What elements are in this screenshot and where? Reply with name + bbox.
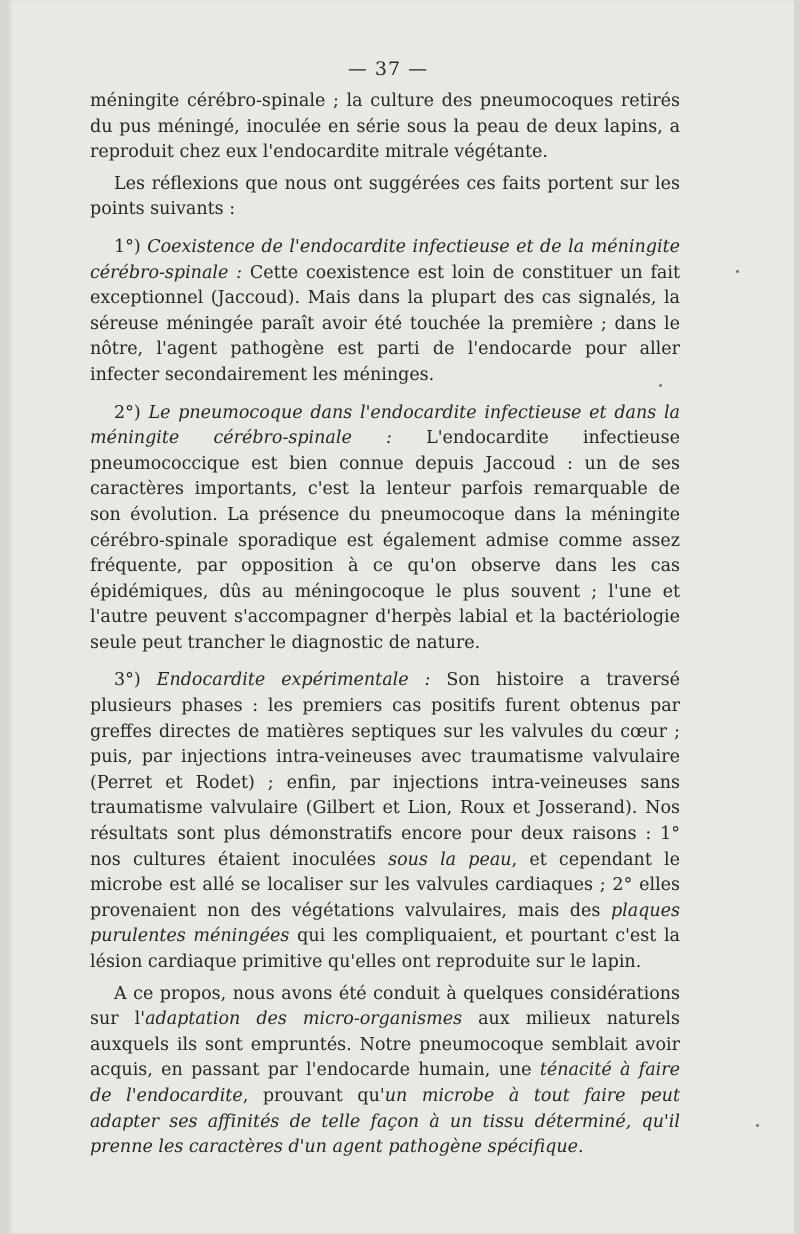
closing-emphasis-b: ténacité à faire de l'endocardite <box>90 1060 680 1106</box>
page-body <box>90 89 680 1161</box>
point-3-body-b: , et cependant le microbe est allé se localiser sur les valvules cardiaques ; 2° elles provenaient non des végétations valvulaires, mais des <box>90 849 681 921</box>
print-speck <box>756 1124 759 1127</box>
point-2-body: L'endocardite infectieuse pneumococcique est bien connue depuis Jaccoud : un de ses caractères importants, c'est la lenteur parfois remarquable de son évolution. La présence du pneumocoque dans la méningite cérébro-spinale sporadique est également admise comme assez fréquente, par opposition à ce qu'on observe dans les cas épidémiques, dûs au méningocoque le plus souvent ; l'une et l'autre peuvent s'accompagner d'herpès labial et la bactériologie seule peut trancher le diagnostic de nature. <box>90 428 680 653</box>
point-3-number: 3°) <box>114 670 157 691</box>
point-3-emphasis-a: sous la peau <box>388 849 512 870</box>
point-1-number: 1°) <box>114 236 148 257</box>
closing-body-a: A ce propos, nous avons été conduit à quelques considérations sur l' <box>90 983 680 1030</box>
page-number: — 37 — <box>347 58 429 80</box>
paragraph-intro: Les réflexions que nous ont suggérées ces faits portent sur les points suivants : <box>90 173 680 220</box>
point-2-number: 2°) <box>114 402 149 423</box>
paragraph-point-3 <box>90 668 680 975</box>
closing-body-c: , prouvant qu' <box>242 1085 385 1106</box>
point-1-title: Coexistence de l'endocardite infectieuse et de la méningite cérébro-spinale : <box>90 236 680 283</box>
paragraph-point-1 <box>90 235 680 389</box>
book-page <box>8 0 794 1234</box>
closing-emphasis-a: adaptation des micro-organismes <box>145 1009 463 1030</box>
print-speck <box>736 270 739 273</box>
closing-body-b: aux milieux naturels auxquels ils sont empruntés. Notre pneumocoque semblait avoir acquis, en passant par l'endocarde humain, une <box>90 1009 681 1081</box>
paragraph-closing <box>90 982 680 1161</box>
point-3-body-a: Son histoire a traversé plusieurs phases : les premiers cas positifs furent obtenus par greffes directes de matières septiques sur les valvules du cœur ; puis, par injections intra-veineuses avec traumatisme valvulaire (Perret et Rodet) ; enfin, par injections intra-veineuses sans traumatisme valvulaire (Gilbert et Lion, Roux et Josserand). Nos résultats sont plus démonstratifs encore pour deux raisons : 1° nos cultures étaient inoculées <box>90 670 680 870</box>
point-3-body-c: qui les compliquaient, et pourtant c'est la lésion cardiaque primitive qu'elles ont reproduite sur le lapin. <box>90 926 680 972</box>
point-1-body: Cette coexistence est loin de constituer un fait exceptionnel (Jaccoud). Mais dans la plupart des cas signalés, la séreuse méningée paraît avoir été touchée la première ; dans le nôtre, l'agent pathogène est parti de l'endocarde pour aller infecter secondairement les méninges. <box>90 262 680 385</box>
paragraph-continuation: méningite cérébro-spinale ; la culture des pneumocoques retirés du pus méningé, inoculée en série sous la peau de deux lapins, a reproduit chez eux l'endocardite mitrale végétante. <box>90 91 680 163</box>
print-speck <box>659 384 662 387</box>
paragraph-point-2 <box>90 401 680 657</box>
point-3-title: Endocardite expérimentale : <box>156 670 431 691</box>
point-3-emphasis-b: plaques purulentes méningées <box>90 900 680 947</box>
point-2-title: Le pneumocoque dans l'endocardite infectieuse et dans la méningite cérébro-spinale : <box>90 402 680 449</box>
closing-emphasis-c: un microbe à tout faire peut adapter ses affinités de telle façon à un tissu déterminé, qu'il prenne les caractères d'un agent pathogène spécifique. <box>90 1085 680 1158</box>
